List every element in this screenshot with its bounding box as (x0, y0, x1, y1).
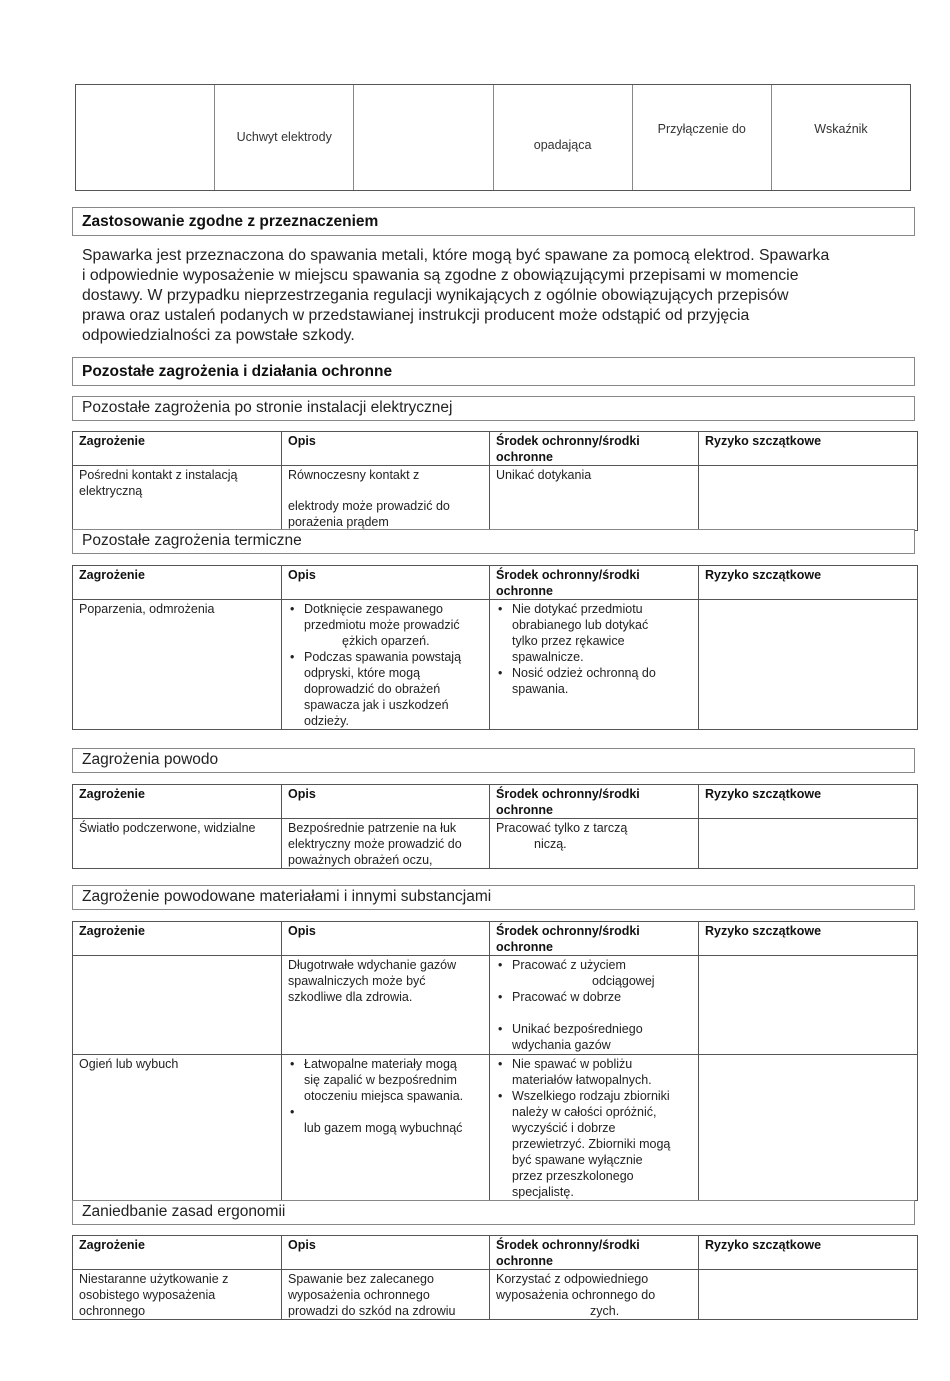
column-header-description: Opis (282, 566, 490, 600)
top-table-cell: opadająca (494, 85, 633, 190)
column-header-measures: Środek ochronny/środki ochronne (490, 922, 699, 956)
column-header-description: Opis (282, 432, 490, 466)
description-cell: Spawanie bez zalecanego wyposażenia ochronnego prowadzi do szkód na zdrowiu (282, 1270, 490, 1320)
top-table-cell: Uchwyt elektrody (215, 85, 354, 190)
column-header-residual: Ryzyko szczątkowe (699, 922, 918, 956)
hazard-cell: Niestaranne użytkowanie z osobistego wyposażenia ochronnego (73, 1270, 282, 1320)
column-header-residual: Ryzyko szczątkowe (699, 432, 918, 466)
measures-cell (490, 956, 699, 1055)
description-bullet: • lub gazem mogą wybuchnąć (288, 1104, 483, 1136)
column-header-measures: Środek ochronny/środki ochronne (490, 785, 699, 819)
residual-cell (699, 956, 918, 1055)
top-table-cell: Przyłączenie do (633, 85, 772, 190)
column-header-description: Opis (282, 785, 490, 819)
table-row (73, 956, 918, 1055)
column-header-measures: Środek ochronny/środki ochronne (490, 432, 699, 466)
description-cell: Bezpośrednie patrzenie na łuk elektryczny może prowadzić do poważnych obrażeń oczu, (282, 819, 490, 869)
measures-cell: Pracować tylko z tarczą niczą. (490, 819, 699, 869)
hazard-cell: Światło podczerwone, widzialne (73, 819, 282, 869)
hazard-cell: Ogień lub wybuch (73, 1055, 282, 1201)
ergonomics-risks-heading: Zaniedbanie zasad ergonomii (72, 1200, 915, 1225)
column-header-hazard: Zagrożenie (73, 432, 282, 466)
radiation-risks-heading: Zagrożenia powodo (72, 748, 915, 773)
column-header-hazard: Zagrożenie (73, 922, 282, 956)
hazard-cell (73, 956, 282, 1055)
column-header-measures: Środek ochronny/środki ochronne (490, 566, 699, 600)
thermal-risks-heading: Pozostałe zagrożenia termiczne (72, 529, 915, 554)
measures-cell: Unikać dotykania (490, 466, 699, 531)
description-cell (282, 1055, 490, 1201)
table-header-row (73, 566, 918, 600)
residual-cell (699, 466, 918, 531)
intended-use-paragraph: Spawarka jest przeznaczona do spawania metali, które mogą być spawane za pomocą elektrod. Spawarka i odpowiednie wyposażenie w miejscu spawania są zgodne z obowiązującymi przepisami w momencie dostawy. W przypadku nieprzestrzegania regulacji wynikających z ogólnie obowiązujących przepisów prawa oraz ustaleń podanych w przedstawianej instrukcji producent może odstąpić od przyjęcia odpowiedzialności za powstałe szkody. (82, 247, 830, 344)
column-header-hazard: Zagrożenie (73, 785, 282, 819)
description-cell: Długotrwałe wdychanie gazów spawalniczych może być szkodliwe dla zdrowia. (282, 956, 490, 1055)
residual-risks-heading: Pozostałe zagrożenia i działania ochronne (72, 357, 915, 386)
thermal-risks-table (72, 565, 918, 730)
measure-bullet: • Pracować w dobrze (496, 989, 692, 1021)
column-header-description: Opis (282, 922, 490, 956)
table-row (73, 819, 918, 869)
residual-cell (699, 1055, 918, 1201)
column-header-residual: Ryzyko szczątkowe (699, 785, 918, 819)
column-header-measures: Środek ochronny/środki ochronne (490, 1236, 699, 1270)
table-header-row (73, 432, 918, 466)
materials-risks-table (72, 921, 918, 1201)
column-header-residual: Ryzyko szczątkowe (699, 566, 918, 600)
measures-cell (490, 1055, 699, 1201)
residual-cell (699, 1270, 918, 1320)
electrical-risks-table (72, 431, 918, 531)
description-bullet: • Dotknięcie zespawanego przedmiotu może prowadzić ężkich oparzeń. (288, 601, 483, 649)
residual-cell (699, 819, 918, 869)
measure-bullet: • Wszelkiego rodzaju zbiorniki należy w całości opróżnić, wyczyścić i dobrze przewietrzyć. Zbiorniki mogą być spawane wyłącznie przez przeszkolonego specjalistę. (496, 1088, 692, 1200)
materials-risks-heading: Zagrożenie powodowane materiałami i innymi substancjami (72, 885, 915, 910)
measure-bullet: • Unikać bezpośredniego wdychania gazów (496, 1021, 692, 1053)
electrical-risks-heading: Pozostałe zagrożenia po stronie instalacji elektrycznej (72, 396, 915, 421)
hazard-cell: Pośredni kontakt z instalacją elektryczną (73, 466, 282, 531)
table-row (73, 466, 918, 531)
top-table-cell: Wskaźnik (814, 122, 868, 136)
description-cell (282, 600, 490, 730)
table-header-row (73, 922, 918, 956)
measure-bullet: • Nosić odzież ochronną do spawania. (496, 665, 692, 697)
equipment-parts-table (75, 84, 911, 191)
residual-cell (699, 600, 918, 730)
hazard-cell: Poparzenia, odmrożenia (73, 600, 282, 730)
column-header-hazard: Zagrożenie (73, 566, 282, 600)
measures-cell (490, 600, 699, 730)
measure-bullet: • Nie spawać w pobliżu materiałów łatwopalnych. (496, 1056, 692, 1088)
description-bullet: • Podczas spawania powstają odpryski, które mogą doprowadzić do obrażeń spawacza jak i uszkodzeń odzieży. (288, 649, 483, 729)
top-table-cell (354, 85, 493, 190)
table-header-row (73, 785, 918, 819)
top-table-cell (76, 85, 215, 190)
table-row (73, 600, 918, 730)
table-row (73, 1055, 918, 1201)
measure-bullet: • Pracować z użyciem odciągowej (496, 957, 692, 989)
ergonomics-risks-table (72, 1235, 918, 1320)
measures-cell: Korzystać z odpowiedniego wyposażenia ochronnego do zych. (490, 1270, 699, 1320)
intended-use-heading: Zastosowanie zgodne z przeznaczeniem (72, 207, 915, 236)
table-row (73, 1270, 918, 1320)
description-bullet: • Łatwopalne materiały mogą się zapalić w bezpośrednim otoczeniu miejsca spawania. (288, 1056, 483, 1104)
column-header-residual: Ryzyko szczątkowe (699, 1236, 918, 1270)
measure-bullet: • Nie dotykać przedmiotu obrabianego lub dotykać tylko przez rękawice spawalnicze. (496, 601, 692, 665)
column-header-description: Opis (282, 1236, 490, 1270)
column-header-hazard: Zagrożenie (73, 1236, 282, 1270)
radiation-risks-table (72, 784, 918, 869)
description-cell: Równoczesny kontakt z elektrody może prowadzić do porażenia prądem (282, 466, 490, 531)
table-header-row (73, 1236, 918, 1270)
